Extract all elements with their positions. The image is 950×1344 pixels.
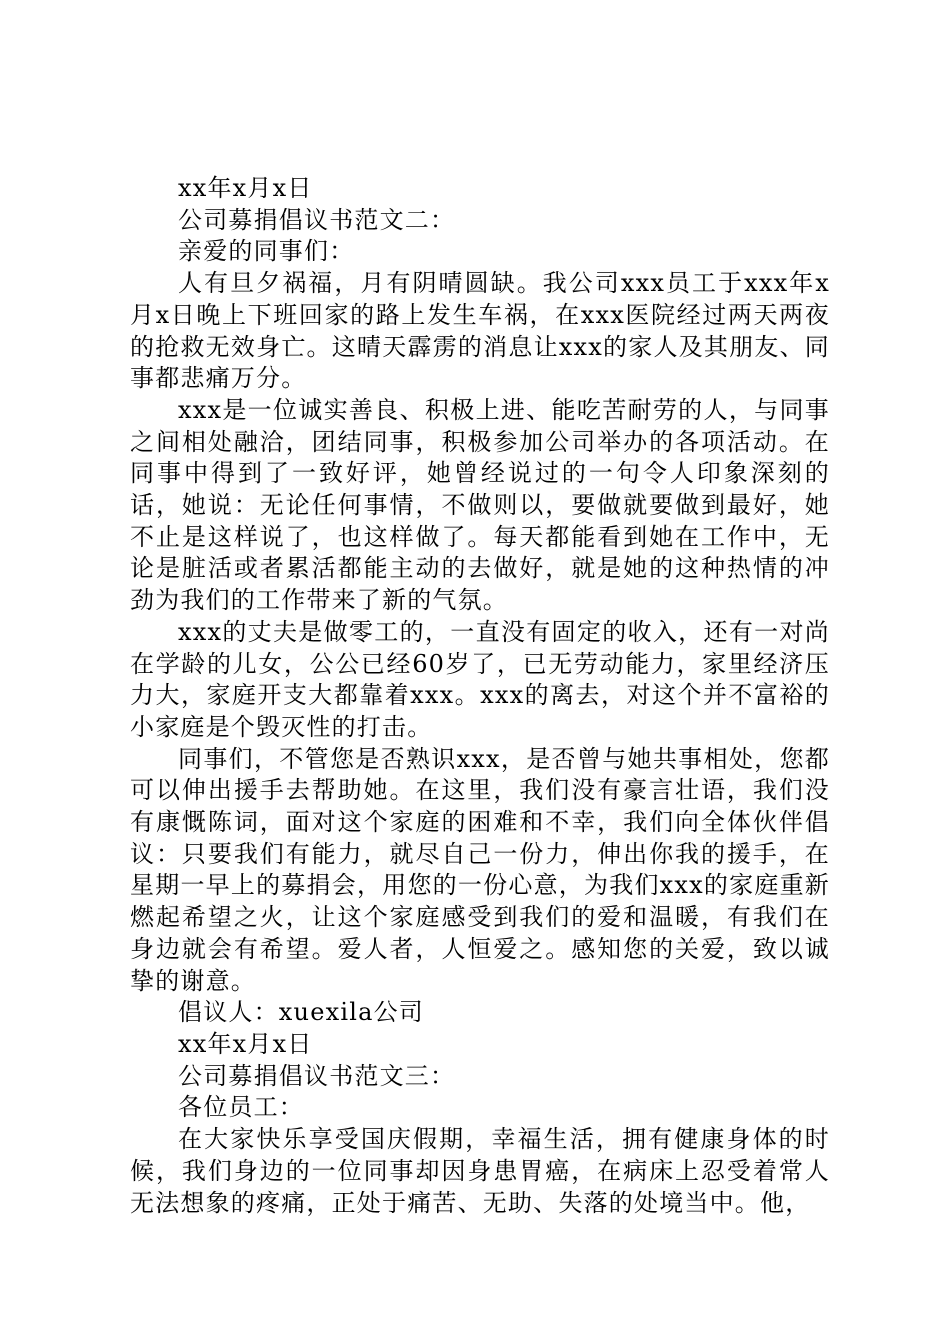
paragraph-illness: 在大家快乐享受国庆假期，幸福生活，拥有健康身体的时候，我们身边的一位同事却因身患胃癌，在病床上忍受着常人无法想象的疼痛，正处于痛苦、无助、失落的处境当中。他， xyxy=(130,1125,830,1217)
section-heading-3: 公司募捐倡议书范文三： xyxy=(178,1061,456,1090)
document-page xyxy=(130,173,830,1219)
paragraph-family: xxx的丈夫是做零工的，一直没有固定的收入，还有一对尚在学龄的儿女，公公已经60岁了，已无劳动能力，家里经济压力大，家庭开支大都靠着xxx。xxx的离去，对这个并不富裕的小家庭是个毁灭性的打击。 xyxy=(130,617,830,741)
date-line: xx年x月x日 xyxy=(178,174,313,202)
paragraph-character: xxx是一位诚实善良、积极上进、能吃苦耐劳的人，与同事之间相处融洽，团结同事，积极参加公司举办的各项活动。在同事中得到了一致好评，她曾经说过的一句令人印象深刻的话，她说：无论任何事情，不做则以，要做就要做到最好，她不止是这样说了，也这样做了。每天都能看到她在工作中，无论是脏活或者累活都能主动的去做好，就是她的这种热情的冲劲为我们的工作带来了新的气氛。 xyxy=(130,395,830,615)
salutation: 各位员工： xyxy=(178,1093,304,1122)
date-line: xx年x月x日 xyxy=(178,1029,313,1058)
paragraph-accident: 人有旦夕祸福，月有阴晴圆缺。我公司xxx员工于xxx年x月x日晚上下班回家的路上发生车祸，在xxx医院经过两天两夜的抢救无效身亡。这晴天霹雳的消息让xxx的家人及其朋友、同事都悲痛万分。 xyxy=(130,269,830,393)
section-heading-2: 公司募捐倡议书范文二： xyxy=(178,205,456,234)
salutation: 亲爱的同事们： xyxy=(178,237,355,266)
signature-initiator: 倡议人：xuexila公司 xyxy=(178,998,424,1027)
paragraph-appeal: 同事们，不管您是否熟识xxx，是否曾与她共事相处，您都可以伸出援手去帮助她。在这里，我们没有豪言壮语，我们没有康慨陈词，面对这个家庭的困难和不幸，我们向全体伙伴倡议：只要我们有能力，就尽自己一份力，伸出你我的援手，在星期一早上的募捐会，用您的一份心意，为我们xxx的家庭重新燃起希望之火，让这个家庭感受到我们的爱和温暖，有我们在身边就会有希望。爱人者，人恒爱之。感知您的关爱，致以诚挚的谢意。 xyxy=(130,744,830,995)
